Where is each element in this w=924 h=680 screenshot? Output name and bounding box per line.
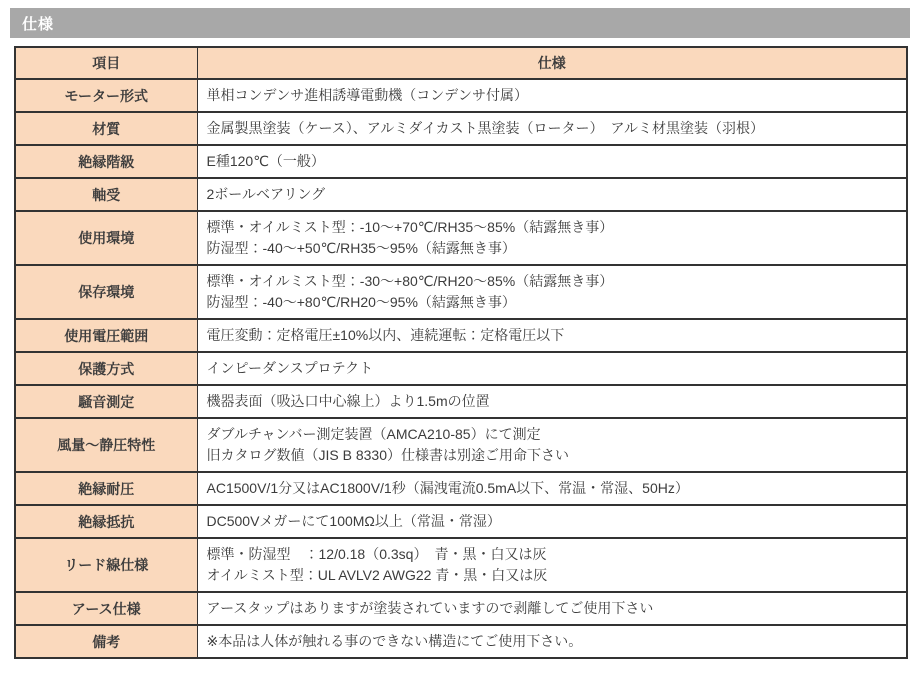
spec-value — [197, 625, 907, 658]
spec-value-line: 金属製黒塗装（ケース）、アルミダイカスト黒塗装（ローター） アルミ材黒塗装（羽根） — [206, 120, 764, 136]
spec-value — [197, 112, 907, 145]
spec-value-line: 標準・防湿型 ：12/0.18（0.3sq） 青・黒・白又は灰 — [206, 546, 547, 562]
table-row-lead-wire-spec — [15, 538, 907, 592]
spec-value — [197, 211, 907, 265]
spec-item-label: 使用電圧範囲 — [15, 319, 197, 352]
spec-value-line: 旧カタログ数値（JIS B 8330）仕様書は別途ご用命下さい — [206, 447, 569, 463]
spec-value-line: 機器表面（吸込口中心線上）より1.5mの位置 — [206, 393, 490, 409]
table-row-insulation-class — [15, 145, 907, 178]
spec-value — [197, 352, 907, 385]
spec-value-line: ※本品は人体が触れる事のできない構造にてご使用下さい。 — [206, 633, 583, 649]
spec-item-label: アース仕様 — [15, 592, 197, 625]
section-title-bar — [10, 8, 910, 38]
spec-item-label: リード線仕様 — [15, 538, 197, 592]
spec-value-line: インピーダンスプロテクト — [206, 360, 374, 376]
spec-value — [197, 265, 907, 319]
spec-item-label: 材質 — [15, 112, 197, 145]
table-row-motor-type — [15, 79, 907, 112]
spec-value — [197, 592, 907, 625]
spec-value-line: AC1500V/1分又はAC1800V/1秒（漏洩電流0.5mA以下、常温・常湿、50Hz） — [206, 480, 689, 496]
spec-item-label: 備考 — [15, 625, 197, 658]
spec-value — [197, 538, 907, 592]
spec-item-label: 軸受 — [15, 178, 197, 211]
spec-item-label: 絶縁階級 — [15, 145, 197, 178]
spec-value-line: アースタップはありますが塗装されていますので剥離してご使用下さい — [206, 600, 654, 616]
spec-value-line: 単相コンデンサ進相誘導電動機（コンデンサ付属） — [206, 87, 528, 103]
spec-value-line: 防湿型：-40～+50℃/RH35～95%（結露無き事） — [206, 240, 516, 256]
table-row-dielectric-strength — [15, 472, 907, 505]
spec-value-line: 標準・オイルミスト型：-30～+80℃/RH20～85%（結露無き事） — [206, 273, 614, 289]
spec-value-line: E種120℃（一般） — [206, 153, 325, 169]
spec-item-label: 保存環境 — [15, 265, 197, 319]
spec-table — [14, 46, 908, 659]
spec-item-label: 保護方式 — [15, 352, 197, 385]
spec-value-line: オイルミスト型：UL AVLV2 AWG22 青・黒・白又は灰 — [206, 567, 548, 583]
table-row-bearing — [15, 178, 907, 211]
spec-value — [197, 505, 907, 538]
table-row-voltage-range — [15, 319, 907, 352]
table-row-material — [15, 112, 907, 145]
spec-value-line: 標準・オイルミスト型：-10～+70℃/RH35～85%（結露無き事） — [206, 219, 614, 235]
spec-value-line: DC500Vメガーにて100MΩ以上（常温・常湿） — [206, 513, 501, 529]
spec-value-line: 2ボールベアリング — [206, 186, 326, 202]
spec-item-label: 風量～静圧特性 — [15, 418, 197, 472]
table-row-airflow-static-pressure — [15, 418, 907, 472]
table-row-operating-environment — [15, 211, 907, 265]
table-header-row — [15, 47, 907, 79]
spec-value — [197, 178, 907, 211]
spec-value — [197, 145, 907, 178]
spec-value — [197, 319, 907, 352]
spec-item-label: 絶縁抵抗 — [15, 505, 197, 538]
spec-item-label: 使用環境 — [15, 211, 197, 265]
column-header-spec: 仕様 — [197, 47, 907, 79]
section-title: 仕様 — [22, 15, 55, 33]
table-row-protection-method — [15, 352, 907, 385]
spec-value-line: 電圧変動：定格電圧±10%以内、連続運転：定格電圧以下 — [206, 327, 565, 343]
table-row-storage-environment — [15, 265, 907, 319]
column-header-item: 項目 — [15, 47, 197, 79]
spec-value — [197, 385, 907, 418]
spec-value — [197, 472, 907, 505]
spec-item-label: 騒音測定 — [15, 385, 197, 418]
table-row-remarks — [15, 625, 907, 658]
spec-value — [197, 418, 907, 472]
spec-value — [197, 79, 907, 112]
table-row-earth-spec — [15, 592, 907, 625]
spec-item-label: モーター形式 — [15, 79, 197, 112]
spec-value-line: ダブルチャンバー測定装置（AMCA210-85）にて測定 — [206, 426, 541, 442]
table-row-insulation-resistance — [15, 505, 907, 538]
table-row-noise-measurement — [15, 385, 907, 418]
spec-item-label: 絶縁耐圧 — [15, 472, 197, 505]
spec-value-line: 防湿型：-40～+80℃/RH20～95%（結露無き事） — [206, 294, 516, 310]
